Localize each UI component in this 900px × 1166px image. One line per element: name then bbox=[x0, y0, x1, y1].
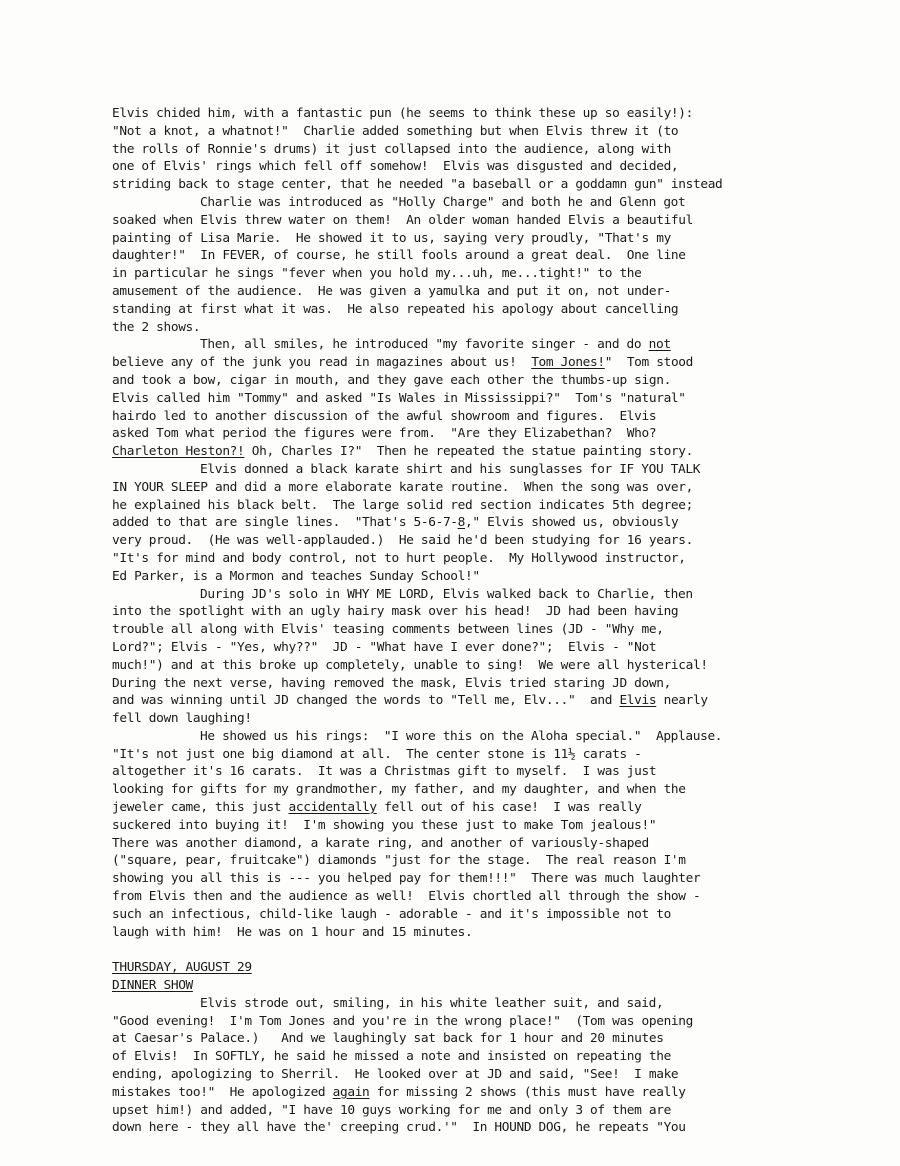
paragraph-start-line: Charlie was introduced as "Holly Charge" and both he and Glenn got bbox=[200, 194, 686, 210]
text-line: upset him!) and added, "I have 10 guys working for me and only 3 of them are bbox=[112, 1102, 671, 1118]
underlined-text: Elvis bbox=[619, 693, 657, 709]
text-line: "Good evening! I'm Tom Jones and you're in the wrong place!" (Tom was opening bbox=[112, 1013, 693, 1029]
text-segment: carats - bbox=[575, 746, 642, 762]
text-line: Lord?"; Elvis - "Yes, why??" JD - "What have I ever done?"; Elvis - "Not bbox=[112, 639, 657, 655]
text-line: trouble all along with Elvis' teasing comments between lines (JD - "Why me, bbox=[112, 622, 664, 638]
text-line: looking for gifts for my grandmother, my father, and my daughter, and when the bbox=[112, 782, 686, 798]
text-line bbox=[112, 354, 872, 372]
text-segment: ," Elvis showed us, obviously bbox=[465, 515, 679, 531]
text-line: in particular he sings "fever when you hold my...uh, me...tight!" to the bbox=[112, 266, 642, 282]
text-segment: believe any of the junk you read in magazines about us! bbox=[112, 355, 532, 371]
section-date-heading: THURSDAY, AUGUST 29 bbox=[112, 960, 252, 976]
text-line: ("square, pear, fruitcake") diamonds "just for the stage. The real reason I'm bbox=[112, 853, 686, 869]
text-line: striding back to stage center, that he needed "a baseball or a goddamn gun" instead bbox=[112, 177, 723, 193]
text-line: amusement of the audience. He was given a yamulka and put it on, not under- bbox=[112, 283, 671, 299]
text-line: into the spotlight with an ugly hairy mask over his head! JD had been having bbox=[112, 604, 679, 620]
text-line: much!") and at this broke up completely, unable to sing! We were all hysterical! bbox=[112, 657, 708, 673]
underlined-text: not bbox=[648, 337, 671, 353]
text-line: asked Tom what period the figures were from. "Are they Elizabethan? Who? bbox=[112, 426, 657, 442]
text-line bbox=[112, 514, 872, 532]
text-line: IN YOUR SLEEP and did a more elaborate karate routine. When the song was over, bbox=[112, 479, 693, 495]
typewritten-text-body bbox=[112, 105, 872, 1137]
fraction-glyph: ½ bbox=[567, 746, 576, 762]
text-line: the rolls of Ronnie's drums) it just collapsed into the audience, along with bbox=[112, 141, 671, 157]
text-line: fell down laughing! bbox=[112, 711, 252, 727]
text-line: There was another diamond, a karate ring, and another of variously-shaped bbox=[112, 835, 649, 851]
text-segment: fell out of his case! I was really bbox=[376, 800, 642, 816]
text-segment: Oh, Charles I?" Then he repeated the statue painting story. bbox=[244, 444, 694, 460]
text-line: the 2 shows. bbox=[112, 319, 201, 335]
text-line: Elvis chided him, with a fantastic pun (he seems to think these up so easily!): bbox=[112, 106, 693, 121]
underlined-text: Tom Jones! bbox=[531, 355, 605, 371]
text-segment: jeweler came, this just bbox=[112, 800, 289, 816]
text-segment: mistakes too!" He apologized bbox=[112, 1084, 333, 1100]
section-show-heading: DINNER SHOW bbox=[112, 978, 193, 994]
paragraph-start-line: Elvis donned a black karate shirt and his sunglasses for IF YOU TALK bbox=[200, 461, 701, 477]
text-segment: "It's not just one big diamond at all. The center stone is 11 bbox=[112, 746, 568, 762]
paragraph-start-line: He showed us his rings: "I wore this on the Aloha special." Applause. bbox=[200, 728, 723, 744]
text-line: showing you all this is --- you helped pay for them!!!" There was much laughter bbox=[112, 871, 701, 887]
text-line: laugh with him! He was on 1 hour and 15 minutes. bbox=[112, 924, 473, 940]
underlined-text: accidentally bbox=[288, 800, 377, 816]
text-segment: and was winning until JD changed the words to "Tell me, Elv..." and bbox=[112, 693, 620, 709]
text-line: "It's for mind and body control, not to hurt people. My Hollywood instructor, bbox=[112, 550, 686, 566]
text-segment: nearly bbox=[656, 693, 708, 709]
text-line: from Elvis then and the audience as well! Elvis chortled all through the show - bbox=[112, 889, 701, 905]
text-line: ending, apologizing to Sherril. He looked over at JD and said, "See! I make bbox=[112, 1067, 679, 1083]
text-line bbox=[112, 746, 872, 764]
text-line: he explained his black belt. The large solid red section indicates 5th degree; bbox=[112, 497, 693, 513]
text-segment: added to that are single lines. "That's 5-6-7- bbox=[112, 515, 458, 531]
text-segment: " Tom stood bbox=[604, 355, 694, 371]
underlined-text: Charleton Heston?! bbox=[112, 444, 245, 460]
underlined-text: again bbox=[332, 1084, 370, 1100]
text-segment: for missing 2 shows (this must have really bbox=[369, 1084, 686, 1100]
text-line: Elvis called him "Tommy" and asked "Is Wales in Mississippi?" Tom's "natural" bbox=[112, 390, 686, 406]
text-segment: Then, all smiles, he introduced "my favorite singer - and do bbox=[200, 337, 649, 353]
text-line: suckered into buying it! I'm showing you these just to make Tom jealous!" bbox=[112, 817, 657, 833]
text-line: one of Elvis' rings which fell off somehow! Elvis was disgusted and decided, bbox=[112, 159, 679, 175]
text-line: of Elvis! In SOFTLY, he said he missed a note and insisted on repeating the bbox=[112, 1049, 671, 1065]
text-line bbox=[112, 692, 872, 710]
text-line: down here - they all have the' creeping crud.'" In HOUND DOG, he repeats "You bbox=[112, 1120, 686, 1136]
text-line: and took a bow, cigar in mouth, and they gave each other the thumbs-up sign. bbox=[112, 372, 671, 388]
text-line bbox=[112, 1084, 872, 1102]
text-line: During the next verse, having removed the mask, Elvis tried staring JD down, bbox=[112, 675, 671, 691]
text-line: at Caesar's Palace.) And we laughingly sat back for 1 hour and 20 minutes bbox=[112, 1031, 664, 1047]
paragraph-start-line: Elvis strode out, smiling, in his white leather suit, and said, bbox=[200, 995, 664, 1011]
text-line: Ed Parker, is a Mormon and teaches Sunday School!" bbox=[112, 568, 480, 584]
paragraph-start-line bbox=[112, 336, 872, 354]
text-line: altogether it's 16 carats. It was a Christmas gift to myself. I was just bbox=[112, 764, 657, 780]
text-line bbox=[112, 443, 872, 461]
text-line bbox=[112, 799, 872, 817]
text-line: very proud. (He was well-applauded.) He said he'd been studying for 16 years. bbox=[112, 533, 693, 549]
underlined-text: 8 bbox=[457, 515, 466, 531]
text-line: daughter!" In FEVER, of course, he still fools around a great deal. One line bbox=[112, 248, 686, 264]
text-line: painting of Lisa Marie. He showed it to us, saying very proudly, "That's my bbox=[112, 230, 671, 246]
text-line: "Not a knot, a whatnot!" Charlie added something but when Elvis threw it (to bbox=[112, 123, 679, 139]
text-line: soaked when Elvis threw water on them! An older woman handed Elvis a beautiful bbox=[112, 212, 693, 228]
paragraph-start-line: During JD's solo in WHY ME LORD, Elvis walked back to Charlie, then bbox=[200, 586, 693, 602]
text-line: such an infectious, child-like laugh - adorable - and it's impossible not to bbox=[112, 906, 671, 922]
text-line: hairdo led to another discussion of the awful showroom and figures. Elvis bbox=[112, 408, 657, 424]
blank-line bbox=[112, 941, 872, 959]
text-line: standing at first what it was. He also repeated his apology about cancelling bbox=[112, 301, 679, 317]
